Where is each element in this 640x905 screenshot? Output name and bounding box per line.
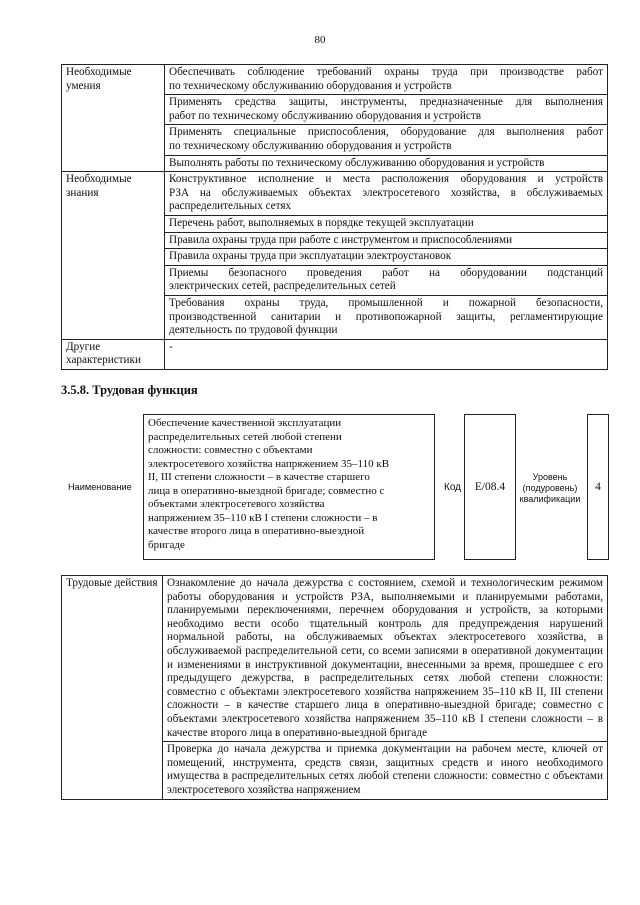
list-item [165,155,608,172]
list-item: Проверка до начала дежурства и приемка документации на рабочем месте, ключей от помещений, инструмента, средств связи, защитных средств и иного необходимого имущества в распределительных сетях любой степени сложности: совместно с объектами электросетевого хозяйства напряжением [163,742,608,799]
name-line: напряжением 35–110 кВ I степени сложности – в [148,511,378,524]
skills-knowledge-table [61,64,608,370]
name-line: качестве второго лица в оперативно-выездной [148,525,365,537]
name-line: сложности: совместно с объектами [148,444,313,456]
row-label-actions: Трудовые действия [62,576,163,800]
name-line: Обеспечение качественной эксплуатации [148,417,342,429]
section-title: 3.5.8. Трудовая функция [61,383,198,397]
list-item [165,215,608,232]
list-item [165,172,608,216]
level-label-line: (подуровень) [522,483,578,493]
name-line: бригаде [148,538,185,551]
code-value: E/08.4 [474,481,506,493]
list-item: Ознакомление до начала дежурства с состоянием, схемой и технологическим режимом работы оборудования и устройств РЗА, выполняемыми и планируемыми работами, планируемыми переключениями, перечнем оборудования и устройств, за которыми необходимо вести особо тщательный контроль для предупреждения нарушений нормальной работы, на обслуживаемых объектах электросетевого хозяйства, в обслуживаемой распределительной сети, со всеми записями в оперативной документации и изменениями в инструктивной документации, внесенными за время, прошедшее с его предыдущего дежурства, в распределительных сетях любой степени сложности: совместно с объектами электросетевого хозяйства напряжением 35–110 кВ II, III степени сложности – в качестве старшего лица в оперативно-выездной бригаде; совместно с объектами электросетевого хозяйства напряжением 35–110 кВ I степени сложности – в качестве второго лица в оперативно-выездной бригаде [163,576,608,742]
text-line: Обеспечивать соблюдение требований охраны труда при производстве работ [169,66,603,78]
text-line: Правила охраны труда при работе с инструментом и приспособлениями [169,233,513,246]
text-line: - [169,340,173,353]
list-item [165,249,608,266]
list-item [165,95,608,125]
labor-actions-table [61,575,608,800]
name-label: Наименование [68,482,132,492]
code-label: Код [444,482,462,493]
table-row [62,576,608,742]
text-line: электрических сетей, распределительных сетей [169,280,396,293]
text-line: Применять специальные приспособления, оборудование для выполнения работ [169,126,603,139]
text-line: Выполнять работы по техническому обслуживанию оборудования и устройств [169,156,545,169]
name-line: электросетевого хозяйства напряжением 35–110 кВ [148,457,390,470]
list-item [165,265,608,295]
list-item [165,295,608,339]
text-line: распределительных сетях [169,200,292,213]
name-line: лица в оперативно-выездной бригаде; совместно с [148,484,385,497]
text-line: производственной санитарии и противопожарной защиты, регламентирующие [169,310,603,323]
text-line: Требования охраны труда, промышленной и пожарной безопасности, [169,296,603,309]
text-line: Конструктивное исполнение и места расположения оборудования и устройств [169,173,603,186]
text-line: Перечень работ, выполняемых в порядке текущей эксплуатации [169,216,474,229]
list-item [165,125,608,155]
name-line: распределительных сетей любой степени [148,430,342,443]
row-label-skills: Необходимые умения [62,65,165,172]
list-item [165,339,608,369]
list-item [165,65,608,95]
text-line: Правила охраны труда при эксплуатации электроустановок [169,250,452,263]
qualification-level-label [514,472,586,505]
function-name-box [143,414,435,560]
text-line: РЗА на обслуживаемых объектах электросетевого хозяйства, в обслуживаемых [169,186,603,199]
qualification-level-box [587,414,609,560]
table-row [62,65,608,95]
text-line: по техническому обслуживанию оборудования и устройств [169,79,452,92]
name-line: II, III степени сложности – в качестве старшего [148,471,370,483]
list-item [165,232,608,249]
text-line: Приемы безопасного проведения работ на оборудовании подстанций [169,266,603,279]
text-line: Применять средства защиты, инструменты, предназначенные для выполнения [169,96,603,109]
text-line: деятельность по трудовой функции [169,324,338,337]
table-row [62,172,608,216]
name-line: объектами электросетевого хозяйства [148,498,325,510]
row-label-other: Другие характеристики [62,339,165,369]
text-line: по техническому обслуживанию оборудования и устройств [169,139,452,152]
row-label-knowledge: Необходимые знания [62,172,165,340]
page-number: 80 [314,34,326,46]
text-line: работ по техническому обслуживанию оборудования и устройств [169,109,482,122]
table-row [62,339,608,369]
level-label-line: Уровень [532,472,568,482]
level-label-line: квалификации [519,494,581,504]
code-value-box [464,414,516,560]
level-value: 4 [595,481,601,493]
